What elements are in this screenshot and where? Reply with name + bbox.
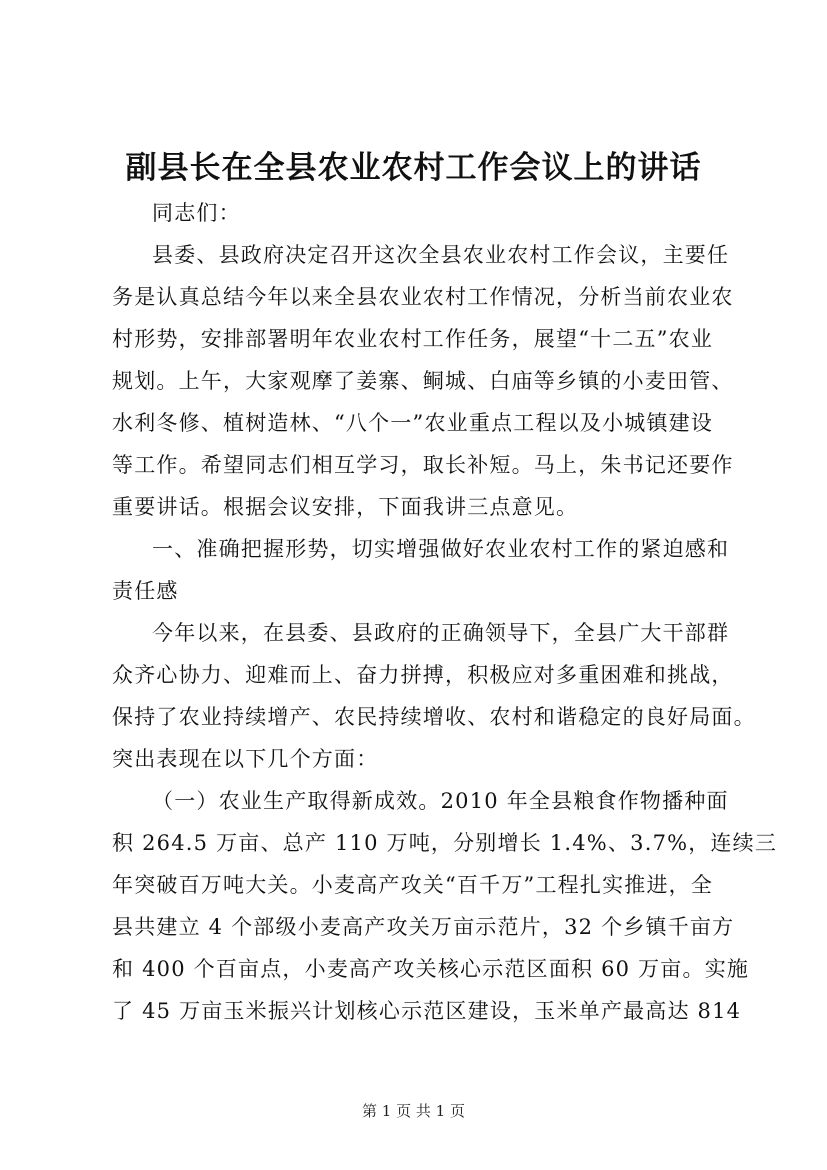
text-line: 突出表现在以下几个方面： bbox=[112, 747, 379, 771]
page-number-footer: 第 1 页 共 1 页 bbox=[362, 1102, 465, 1120]
text-line: 年突破百万吨大关。小麦高产攻关“百千万”工程扎实推进，全 bbox=[112, 873, 714, 897]
text-line: 等工作。希望同志们相互学习，取长补短。马上，朱书记还要作 bbox=[112, 453, 734, 477]
text-line-salutation: 同志们： bbox=[152, 201, 241, 225]
text-line: 县委、县政府决定召开这次全县农业农村工作会议，主要任 bbox=[152, 243, 730, 267]
text-line: 规划。上午，大家观摩了姜寨、鲖城、白庙等乡镇的小麦田管、 bbox=[112, 369, 734, 393]
text-line: 保持了农业持续增产、农民持续增收、农村和谐稳定的良好局面。 bbox=[112, 705, 756, 729]
section-heading-line: 责任感 bbox=[112, 579, 179, 603]
text-line: 务是认真总结今年以来全县农业农村工作情况，分析当前农业农 bbox=[112, 285, 734, 309]
text-line: 村形势，安排部署明年农业农村工作任务，展望“十二五”农业 bbox=[112, 327, 714, 351]
text-line: 了 45 万亩玉米振兴计划核心示范区建设，玉米单产最高达 814 bbox=[112, 999, 742, 1023]
text-line: （一）农业生产取得新成效。2010 年全县粮食作物播种面 bbox=[152, 789, 729, 813]
text-line: 水利冬修、植树造林、“八个一”农业重点工程以及小城镇建设 bbox=[112, 411, 714, 435]
text-line: 众齐心协力、迎难而上、奋力拼搏，积极应对多重困难和挑战， bbox=[112, 663, 734, 687]
page-title: 副县长在全县农业农村工作会议上的讲话 bbox=[125, 150, 702, 186]
section-heading-line: 一、准确把握形势，切实增强做好农业农村工作的紧迫感和 bbox=[152, 537, 730, 561]
text-line: 和 400 个百亩点，小麦高产攻关核心示范区面积 60 万亩。实施 bbox=[112, 957, 750, 981]
text-line: 积 264.5 万亩、总产 110 万吨，分别增长 1.4%、3.7%，连续三 bbox=[112, 831, 778, 855]
text-line: 重要讲话。根据会议安排，下面我讲三点意见。 bbox=[112, 495, 579, 519]
text-line: 县共建立 4 个部级小麦高产攻关万亩示范片，32 个乡镇千亩方 bbox=[112, 915, 735, 939]
text-line: 今年以来，在县委、县政府的正确领导下，全县广大干部群 bbox=[152, 621, 730, 645]
